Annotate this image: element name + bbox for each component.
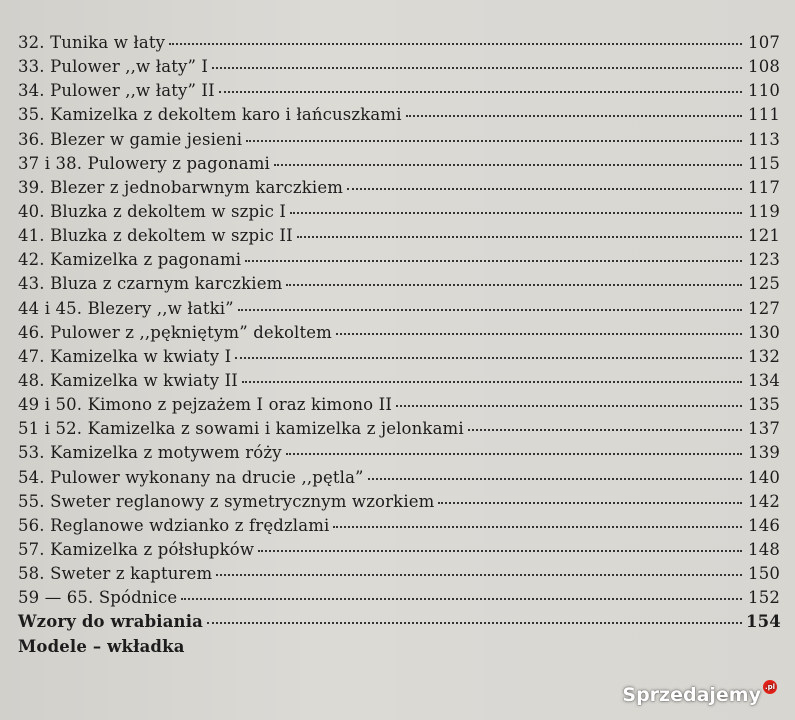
toc-entry-page: 148 xyxy=(748,539,780,559)
dot-leader xyxy=(245,260,742,262)
toc-entry-page: 135 xyxy=(748,395,780,415)
toc-entry-page: 115 xyxy=(748,153,780,173)
dot-leader xyxy=(368,478,742,480)
toc-entry-title: 58. Sweter z kapturem xyxy=(18,564,213,584)
toc-entry xyxy=(18,81,780,105)
dot-leader xyxy=(181,598,742,600)
toc-entry-title: 49 i 50. Kimono z pejzażem I oraz kimono II xyxy=(18,395,393,415)
toc-entry xyxy=(18,443,780,467)
toc-entry-page: 127 xyxy=(748,298,780,318)
toc-entry-title: 36. Blezer w gamie jesieni xyxy=(18,129,243,149)
toc-entry-page: 150 xyxy=(748,564,780,584)
toc-entry-page: 132 xyxy=(748,346,780,366)
toc-entry xyxy=(18,588,780,612)
dot-leader xyxy=(297,236,742,238)
toc-entry xyxy=(18,130,780,154)
dot-leader xyxy=(286,453,742,455)
dot-leader xyxy=(336,333,742,335)
toc-entry-title: 42. Kamizelka z pagonami xyxy=(18,250,242,270)
toc-entry-page: 110 xyxy=(748,81,780,101)
toc-entry-title: 48. Kamizelka w kwiaty II xyxy=(18,370,238,390)
toc-entry-title: 46. Pulower z ,,pękniętym” dekoltem xyxy=(18,322,332,342)
toc-entry-page: 119 xyxy=(748,201,780,221)
dot-leader xyxy=(290,212,742,214)
toc-entry xyxy=(18,371,780,395)
toc-entry-title: 51 i 52. Kamizelka z sowami i kamizelka z jelonkami xyxy=(18,419,464,439)
toc-entry xyxy=(18,57,780,81)
toc-entry-page: 111 xyxy=(748,105,780,125)
dot-leader xyxy=(286,284,742,286)
dot-leader xyxy=(242,381,742,383)
toc-entry xyxy=(18,540,780,564)
toc-entry-page: 123 xyxy=(748,250,780,270)
toc-entry-page: 125 xyxy=(748,274,780,294)
dot-leader xyxy=(274,164,742,166)
dot-leader xyxy=(406,115,742,117)
toc-entry-title: 55. Sweter reglanowy z symetrycznym wzorkiem xyxy=(18,491,435,511)
toc-entry xyxy=(18,274,780,298)
toc-entry xyxy=(18,516,780,540)
dot-leader xyxy=(169,43,742,45)
toc-entry-title: 57. Kamizelka z półsłupków xyxy=(18,539,255,559)
watermark-badge: .pl xyxy=(763,680,777,694)
toc-entry-title: 40. Bluzka z dekoltem w szpic I xyxy=(18,201,287,221)
sprzedajemy-watermark xyxy=(622,684,777,706)
toc-entry-title: 44 i 45. Blezery ,,w łatki” xyxy=(18,298,234,318)
dot-leader xyxy=(246,140,742,142)
toc-entry xyxy=(18,154,780,178)
toc-entry xyxy=(18,564,780,588)
toc-entry xyxy=(18,395,780,419)
toc-entry xyxy=(18,323,780,347)
toc-entry-page: 139 xyxy=(748,443,780,463)
table-of-contents xyxy=(18,33,780,661)
toc-entry xyxy=(18,33,780,57)
toc-entry-title: 32. Tunika w łaty xyxy=(18,33,166,52)
dot-leader xyxy=(238,309,742,311)
toc-entry-page: 134 xyxy=(748,370,780,390)
toc-entry-page: 146 xyxy=(748,515,780,535)
toc-entry-page: 108 xyxy=(748,57,780,77)
toc-entry-title: 53. Kamizelka z motywem róży xyxy=(18,443,282,463)
toc-entry-page: 121 xyxy=(748,226,780,246)
toc-entry-title: 47. Kamizelka w kwiaty I xyxy=(18,346,232,366)
toc-entry-page: 117 xyxy=(748,177,780,197)
toc-entry-title: Wzory do wrabiania xyxy=(18,612,203,632)
toc-entry xyxy=(18,178,780,202)
toc-entry-title: 35. Kamizelka z dekoltem karo i łańcuszkami xyxy=(18,105,402,125)
toc-entry xyxy=(18,637,780,661)
dot-leader xyxy=(438,502,742,504)
toc-entry xyxy=(18,419,780,443)
toc-entry-title: 56. Reglanowe wdzianko z frędzlami xyxy=(18,515,330,535)
dot-leader xyxy=(235,357,742,359)
toc-entry-page: 152 xyxy=(748,588,780,608)
dot-leader xyxy=(333,526,742,528)
dot-leader xyxy=(468,429,742,431)
toc-entry xyxy=(18,250,780,274)
toc-entry xyxy=(18,299,780,323)
toc-entry xyxy=(18,226,780,250)
toc-entry-title: 37 i 38. Pulowery z pagonami xyxy=(18,153,270,173)
toc-entry xyxy=(18,202,780,226)
toc-entry-page: 142 xyxy=(748,491,780,511)
dot-leader xyxy=(212,67,742,69)
toc-entry-page: 107 xyxy=(748,33,780,52)
toc-entry xyxy=(18,347,780,371)
toc-entry xyxy=(18,105,780,129)
dot-leader xyxy=(216,574,742,576)
toc-entry xyxy=(18,492,780,516)
toc-entry-title: 41. Bluzka z dekoltem w szpic II xyxy=(18,226,293,246)
toc-entry-title: 33. Pulower ,,w łaty” I xyxy=(18,57,209,77)
toc-entry-title: 39. Blezer z jednobarwnym karczkiem xyxy=(18,177,344,197)
toc-entry-page: 113 xyxy=(748,129,780,149)
toc-entry-page: 130 xyxy=(748,322,780,342)
toc-entry xyxy=(18,468,780,492)
toc-entry-page: 137 xyxy=(748,419,780,439)
dot-leader xyxy=(207,622,742,624)
dot-leader xyxy=(347,188,742,190)
toc-entry-page: 154 xyxy=(746,612,781,632)
dot-leader xyxy=(258,550,742,552)
toc-entry-page: 140 xyxy=(748,467,780,487)
toc-entry-title: 54. Pulower wykonany na drucie ,,pętla” xyxy=(18,467,364,487)
watermark-text: Sprzedajemy xyxy=(622,684,761,706)
dot-leader xyxy=(219,91,742,93)
toc-entry-title: 43. Bluza z czarnym karczkiem xyxy=(18,274,283,294)
toc-entry-title: Modele – wkładka xyxy=(18,636,185,656)
dot-leader xyxy=(396,405,742,407)
toc-entry-title: 59 — 65. Spódnice xyxy=(18,588,178,608)
toc-entry-title: 34. Pulower ,,w łaty” II xyxy=(18,81,215,101)
toc-entry xyxy=(18,612,780,636)
